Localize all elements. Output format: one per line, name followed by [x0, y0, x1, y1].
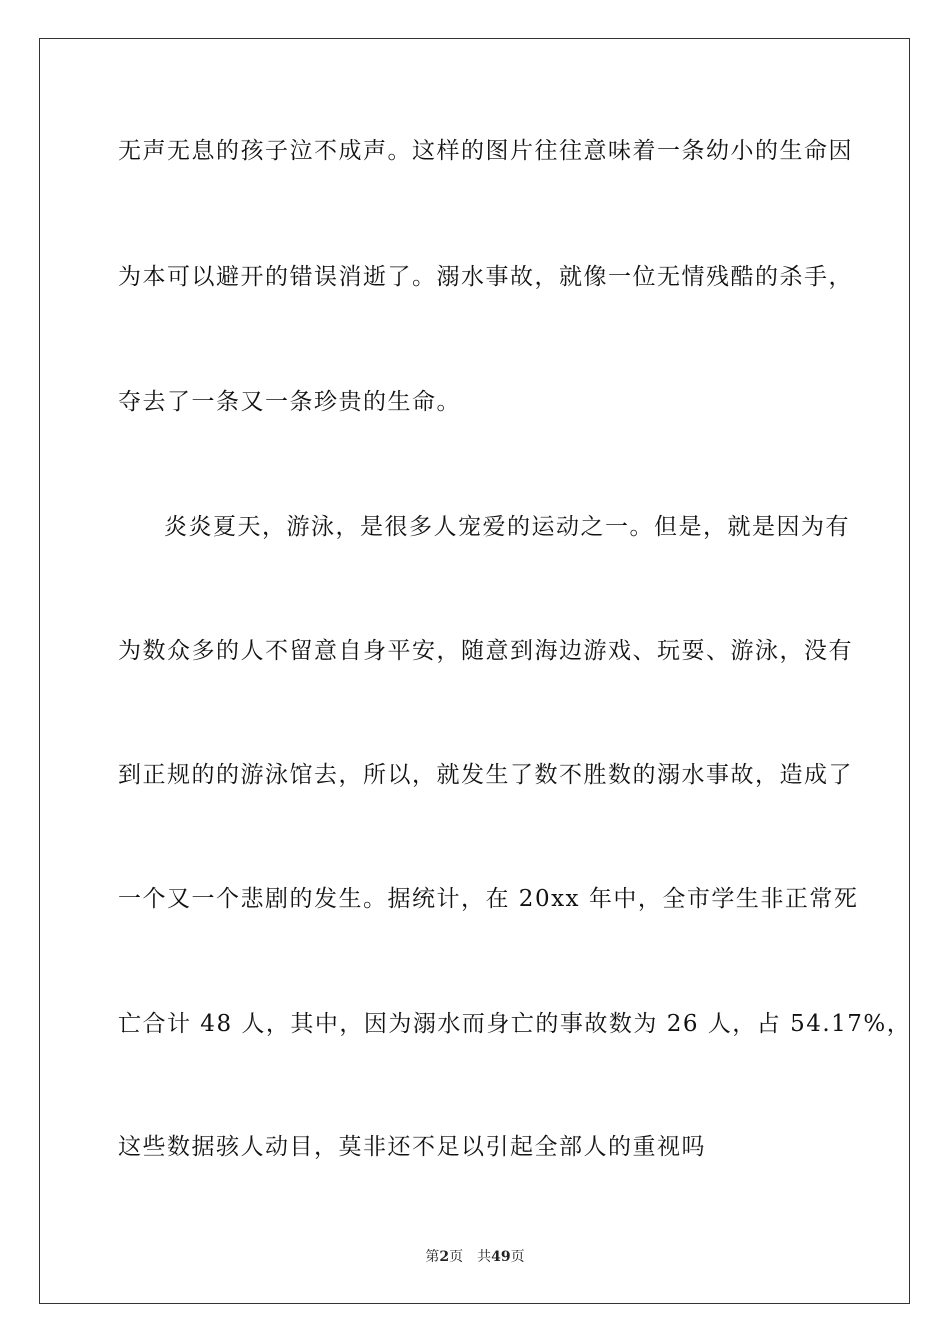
page-prefix: 第 [425, 1249, 440, 1265]
paragraph-2-line-1: 炎炎夏天，游泳，是很多人宠爱的运动之一。但是，就是因为有 [164, 514, 850, 540]
text-line-1: 无声无息的孩子泣不成声。这样的图片往往意味着一条幼小的生命因 [118, 138, 853, 164]
page-number: 2 [439, 1249, 450, 1265]
total-suffix: 页 [510, 1249, 525, 1265]
total-prefix: 共 [477, 1249, 492, 1265]
text-line-9: 这些数据骇人动目，莫非还不足以引起全部人的重视吗 [118, 1134, 706, 1160]
text-line-2: 为本可以避开的错误消逝了。溺水事故，就像一位无情残酷的杀手， [118, 264, 853, 290]
text-line-5: 为数众多的人不留意自身平安，随意到海边游戏、玩耍、游泳，没有 [118, 638, 853, 664]
text-line-8: 亡合计 48 人，其中，因为溺水而身亡的事故数为 26 人，占 54.17%， [118, 1011, 912, 1037]
text-line-7: 一个又一个悲剧的发生。据统计，在 20xx 年中，全市学生非正常死 [118, 886, 859, 912]
page-suffix: 页 [449, 1249, 464, 1265]
text-line-6: 到正规的的游泳馆去，所以，就发生了数不胜数的溺水事故，造成了 [118, 762, 853, 788]
total-pages: 49 [491, 1249, 511, 1265]
text-line-3: 夺去了一条又一条珍贵的生命。 [118, 389, 461, 415]
page-footer [0, 1248, 950, 1266]
page-border [39, 38, 910, 1304]
